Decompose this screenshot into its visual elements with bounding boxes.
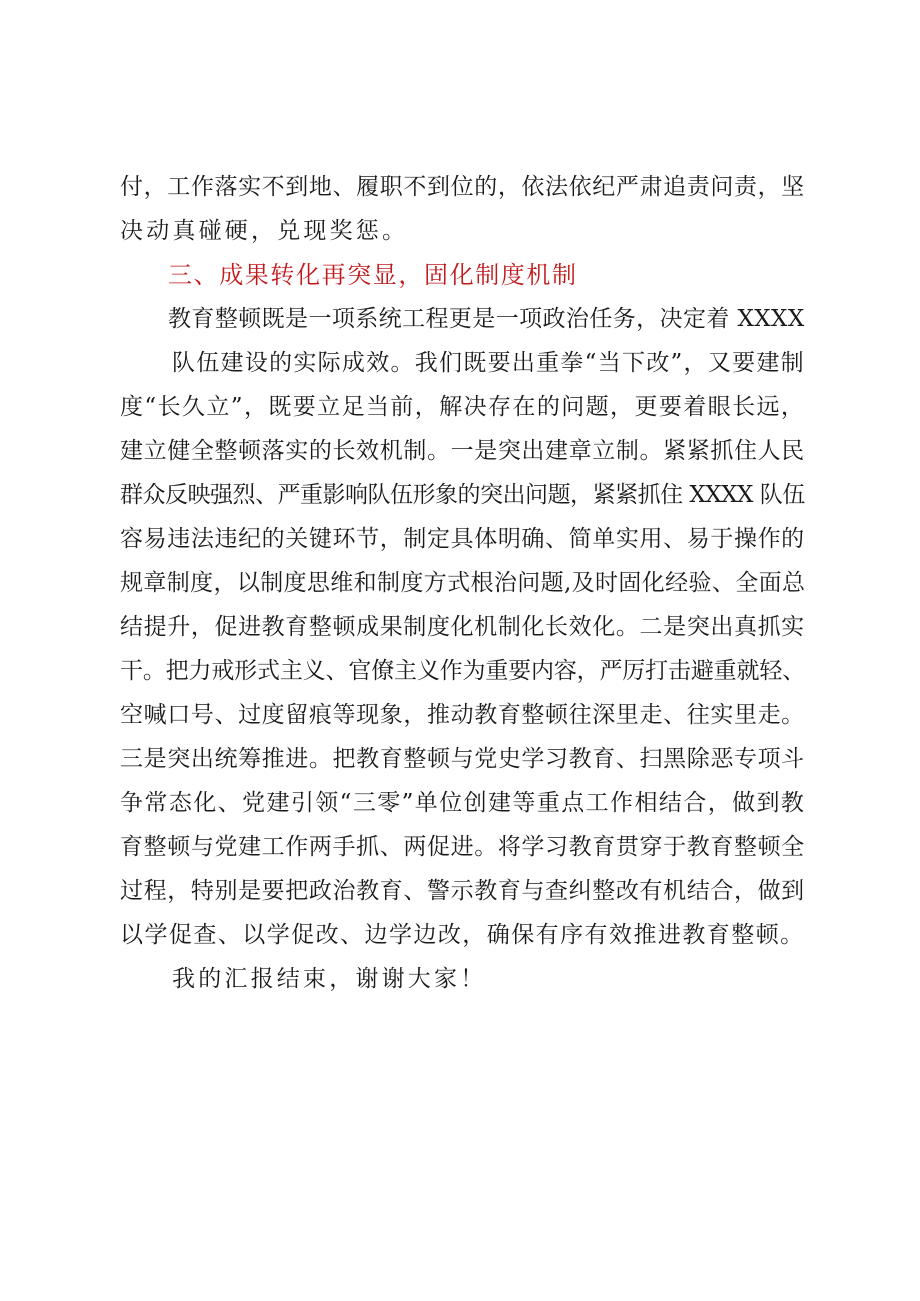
paragraph-line-14: 过程，特别是要把政治教育、警示教育与查纠整改有机结合，做到: [120, 878, 805, 904]
paragraph-line-11: 三是突出统筹推进。把教育整顿与党史学习教育、扫黑除恶专项斗: [120, 746, 805, 772]
paragraph-line-5: 群众反映强烈、严重影响队伍形象的突出问题，紧紧抓住 XXXX 队伍: [120, 482, 805, 508]
continuation-line-2: 决动真碰硬，兑现奖惩。: [120, 218, 409, 244]
section-heading: 三、成果转化再突显，固化制度机制: [168, 261, 578, 289]
closing-line: 我的汇报结束，谢谢大家！: [172, 966, 487, 992]
paragraph-line-4: 建立健全整顿落实的长效机制。一是突出建章立制。紧紧抓住人民: [120, 438, 805, 464]
paragraph-line-6: 容易违法违纪的关键环节，制定具体明确、简单实用、易于操作的: [120, 526, 805, 552]
paragraph-line-8: 结提升，促进教育整顿成果制度化机制化长效化。二是突出真抓实: [120, 614, 805, 640]
paragraph-line-9: 干。把力戒形式主义、官僚主义作为重要内容，严厉打击避重就轻、: [120, 658, 806, 684]
paragraph-line-3: 度“长久立”，既要立足当前，解决存在的问题，更要着眼长远，: [120, 394, 806, 420]
paragraph-line-7: 规章制度，以制度思维和制度方式根治问题,及时固化经验、全面总: [120, 570, 806, 596]
paragraph-line-1: 教育整顿既是一项系统工程更是一项政治任务，决定着 XXXX: [168, 306, 805, 332]
paragraph-line-10: 空喊口号、过度留痕等现象，推动教育整顿往深里走、往实里走。: [120, 702, 805, 728]
paragraph-line-12: 争常态化、党建引领“三零”单位创建等重点工作相结合，做到教: [120, 790, 806, 816]
paragraph-line-2: 队伍建设的实际成效。我们既要出重拳“当下改”，又要建制: [172, 350, 805, 376]
paragraph-line-13: 育整顿与党建工作两手抓、两促进。将学习教育贯穿于教育整顿全: [120, 834, 805, 860]
paragraph-line-15: 以学促查、以学促改、边学边改，确保有序有效推进教育整顿。: [120, 922, 805, 948]
continuation-line-1: 付，工作落实不到地、履职不到位的，依法依纪严肃追责问责，坚: [120, 174, 805, 200]
